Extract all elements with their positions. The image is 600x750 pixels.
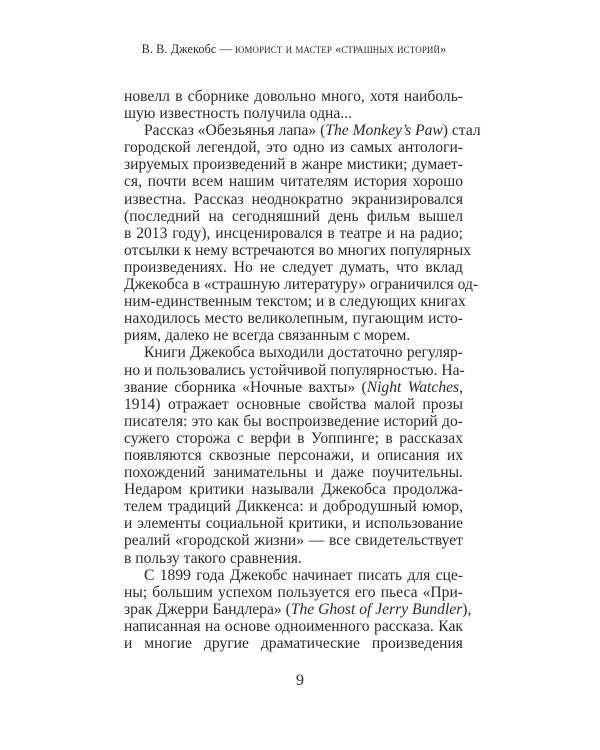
text-segment: Книги Джекобса выходили достаточно регуляр- <box>144 344 463 362</box>
italic-title: The Monkey’s Paw <box>325 122 443 140</box>
text-line <box>124 362 463 379</box>
text-segment: городской легендой, это одно из самых антологи- <box>124 139 463 157</box>
body-text <box>124 88 481 652</box>
text-segment: реалий «городской жизни» — все свидетельствует <box>124 532 463 550</box>
text-segment: похождений занимательны и даже поучительны. <box>124 464 463 482</box>
text-line <box>124 173 463 190</box>
text-segment: телем традиций Диккенса: и добродушный юмор, <box>124 498 463 516</box>
text-segment: Рассказ «Обезьянья лапа» ( <box>144 122 326 140</box>
text-segment: ) стал <box>442 122 481 140</box>
text-segment: появляются сквозные персонажи, и описания их <box>124 446 463 464</box>
header-title: — юморист и мастер «страшных историй» <box>216 42 447 56</box>
text-segment: ны; большим успехом пользуется его пьеса «При- <box>124 583 463 601</box>
text-line <box>124 208 463 225</box>
text-line <box>124 584 463 601</box>
text-line <box>124 156 463 173</box>
text-segment: известна. Рассказ неоднократно экранизировался <box>124 190 463 208</box>
text-line <box>124 498 463 515</box>
text-segment: шую известность получила одна... <box>124 105 352 123</box>
text-segment: находилось место великолепным, пугающим исто- <box>124 310 463 328</box>
text-line <box>124 293 466 311</box>
text-segment: и элементы социальной критики, и использование <box>124 515 463 533</box>
text-line <box>124 618 463 635</box>
text-segment: ним-единственным текстом; и в следующих книгах <box>124 293 466 311</box>
header-author: В. В. Джекобс <box>141 42 217 56</box>
text-line <box>124 344 463 361</box>
text-segment: в пользу такого сравнения. <box>124 549 302 567</box>
text-line <box>124 396 463 413</box>
text-segment: сужего сторожа с верфи в Уоппинге; в рассказах <box>124 429 463 447</box>
page-number: 9 <box>296 672 304 689</box>
text-line <box>124 379 463 396</box>
text-line <box>124 276 479 294</box>
italic-title: The Ghost of Jerry Bundler <box>290 600 463 618</box>
text-line <box>124 310 463 327</box>
text-segment: ся, почти всем нашим читателям история хорошо <box>124 173 463 191</box>
text-segment: и многие другие драматические произведения <box>124 635 463 652</box>
text-line <box>124 259 463 276</box>
text-line <box>124 532 463 549</box>
text-segment: отсылки к нему встречаются во многих популярных <box>124 241 471 259</box>
text-segment: произведениях. Но не следует думать, что вклад <box>124 258 463 276</box>
text-segment: ), <box>462 600 472 618</box>
running-header <box>122 42 466 57</box>
text-line <box>124 139 463 156</box>
text-line <box>124 191 463 208</box>
text-line <box>124 241 471 259</box>
text-segment: риям, далеко не всегда связанным с морем. <box>124 327 411 345</box>
text-segment: С 1899 года Джекобс начинает писать для сце- <box>144 566 463 584</box>
text-segment: (последний на сегодняшний день фильм вышел <box>124 207 463 225</box>
text-line <box>124 88 463 105</box>
text-segment: но и пользовались устойчивой популярностью. На- <box>124 361 465 379</box>
text-line <box>124 550 463 567</box>
text-segment: в 2013 году), инсценировался в театре и на радио; <box>124 224 463 242</box>
text-line <box>124 464 463 481</box>
text-segment: новелл в сборнике довольно много, хотя наиболь- <box>124 88 463 105</box>
text-segment: , <box>459 378 464 396</box>
text-line <box>124 600 472 618</box>
italic-title: Night Watches <box>366 378 460 396</box>
text-line <box>124 430 463 447</box>
text-segment: писателя: это как бы воспроизведение историй до- <box>124 412 463 430</box>
text-segment: Джекобса в «страшную литературу» ограничился од- <box>124 276 479 294</box>
text-segment: 1914) отражает основные свойства малой прозы <box>124 395 463 413</box>
text-line <box>124 481 463 498</box>
text-line <box>124 225 463 242</box>
text-segment: зрак Джерри Бандлера» ( <box>124 600 291 618</box>
text-line <box>124 515 463 532</box>
text-segment: звание сборника «Ночные вахты» ( <box>124 378 367 396</box>
text-segment: Недаром критики называли Джекобса продолжа- <box>124 481 463 499</box>
text-segment: зируемых произведений в жанре мистики; думает- <box>124 156 463 174</box>
text-line <box>124 635 463 652</box>
text-line <box>124 413 463 430</box>
text-line <box>124 105 463 122</box>
text-line <box>124 447 463 464</box>
text-line <box>124 122 481 140</box>
text-line <box>124 327 463 344</box>
text-line <box>124 567 463 584</box>
text-segment: написанная на основе одноименного рассказа. Как <box>124 617 463 635</box>
